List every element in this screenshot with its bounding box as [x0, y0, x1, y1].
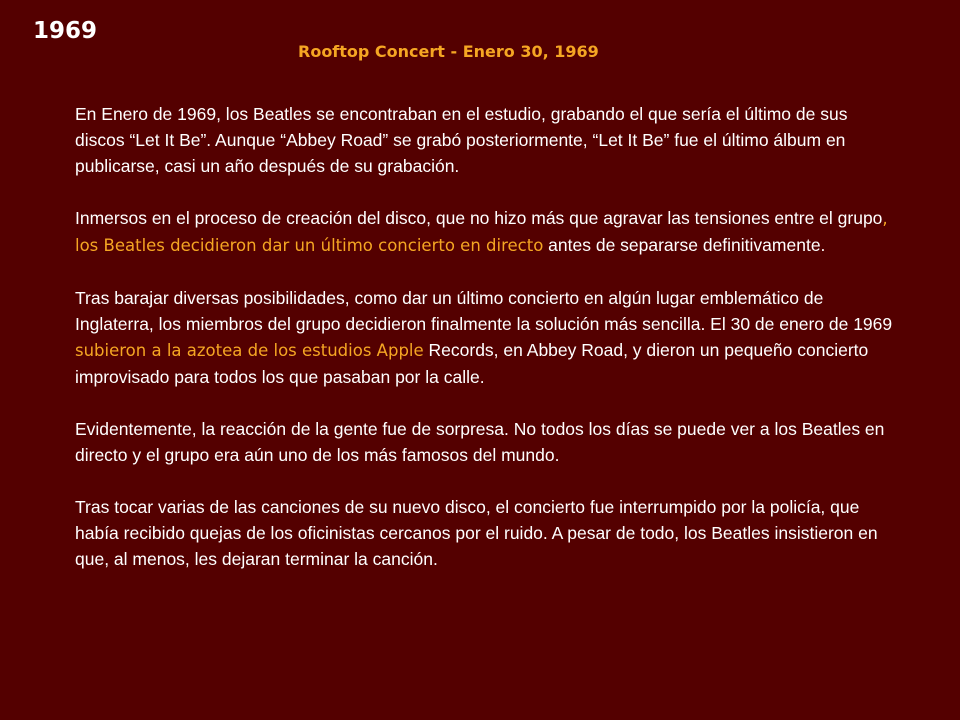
paragraph-rooftop-highlight: subieron a la azotea de los estudios Apple: [75, 341, 424, 360]
paragraph-intro: En Enero de 1969, los Beatles se encontraban en el estudio, grabando el que sería el último de sus discos “Let It Be”. Aunque “Abbey Road” se grabó posteriormente, “Let It Be” fue el último álbum en publicarse, casi un año después de su grabación.: [75, 104, 848, 176]
paragraph-tensions-highlight: , los Beatles decidieron dar un último concierto en directo: [75, 209, 888, 255]
paragraph-tensions-text-end: antes de separarse definitivamente.: [543, 235, 826, 255]
paragraph-rooftop: [75, 285, 895, 390]
page-subtitle: Rooftop Concert - Enero 30, 1969: [298, 42, 599, 61]
paragraph-reaction: Evidentemente, la reacción de la gente fue de sorpresa. No todos los días se puede ver a los Beatles en directo y el grupo era aún uno de los más famosos del mundo.: [75, 419, 885, 465]
paragraph-rooftop-text-start: Tras barajar diversas posibilidades, como dar un último concierto en algún lugar emblemático de Inglaterra, los miembros del grupo decidieron finalmente la solución más sencilla. El 30 de enero de 1969: [75, 288, 893, 334]
page-year-title: 1969: [33, 18, 98, 44]
paragraph-police: Tras tocar varias de las canciones de su nuevo disco, el concierto fue interrumpido por la policía, que había recibido quejas de los oficinistas cercanos por el ruido. A pesar de todo, los Beatles insistieron en que, al menos, les dejaran terminar la canción.: [75, 497, 878, 569]
paragraph-tensions: [75, 205, 895, 259]
paragraph-rooftop-text-end: Records, en Abbey Road, y dieron un pequeño concierto improvisado para todos los que pasaban por la calle.: [75, 340, 869, 387]
article-body: [75, 101, 895, 598]
paragraph-tensions-text-start: Inmersos en el proceso de creación del disco, que no hizo más que agravar las tensiones entre el grupo: [75, 208, 883, 228]
